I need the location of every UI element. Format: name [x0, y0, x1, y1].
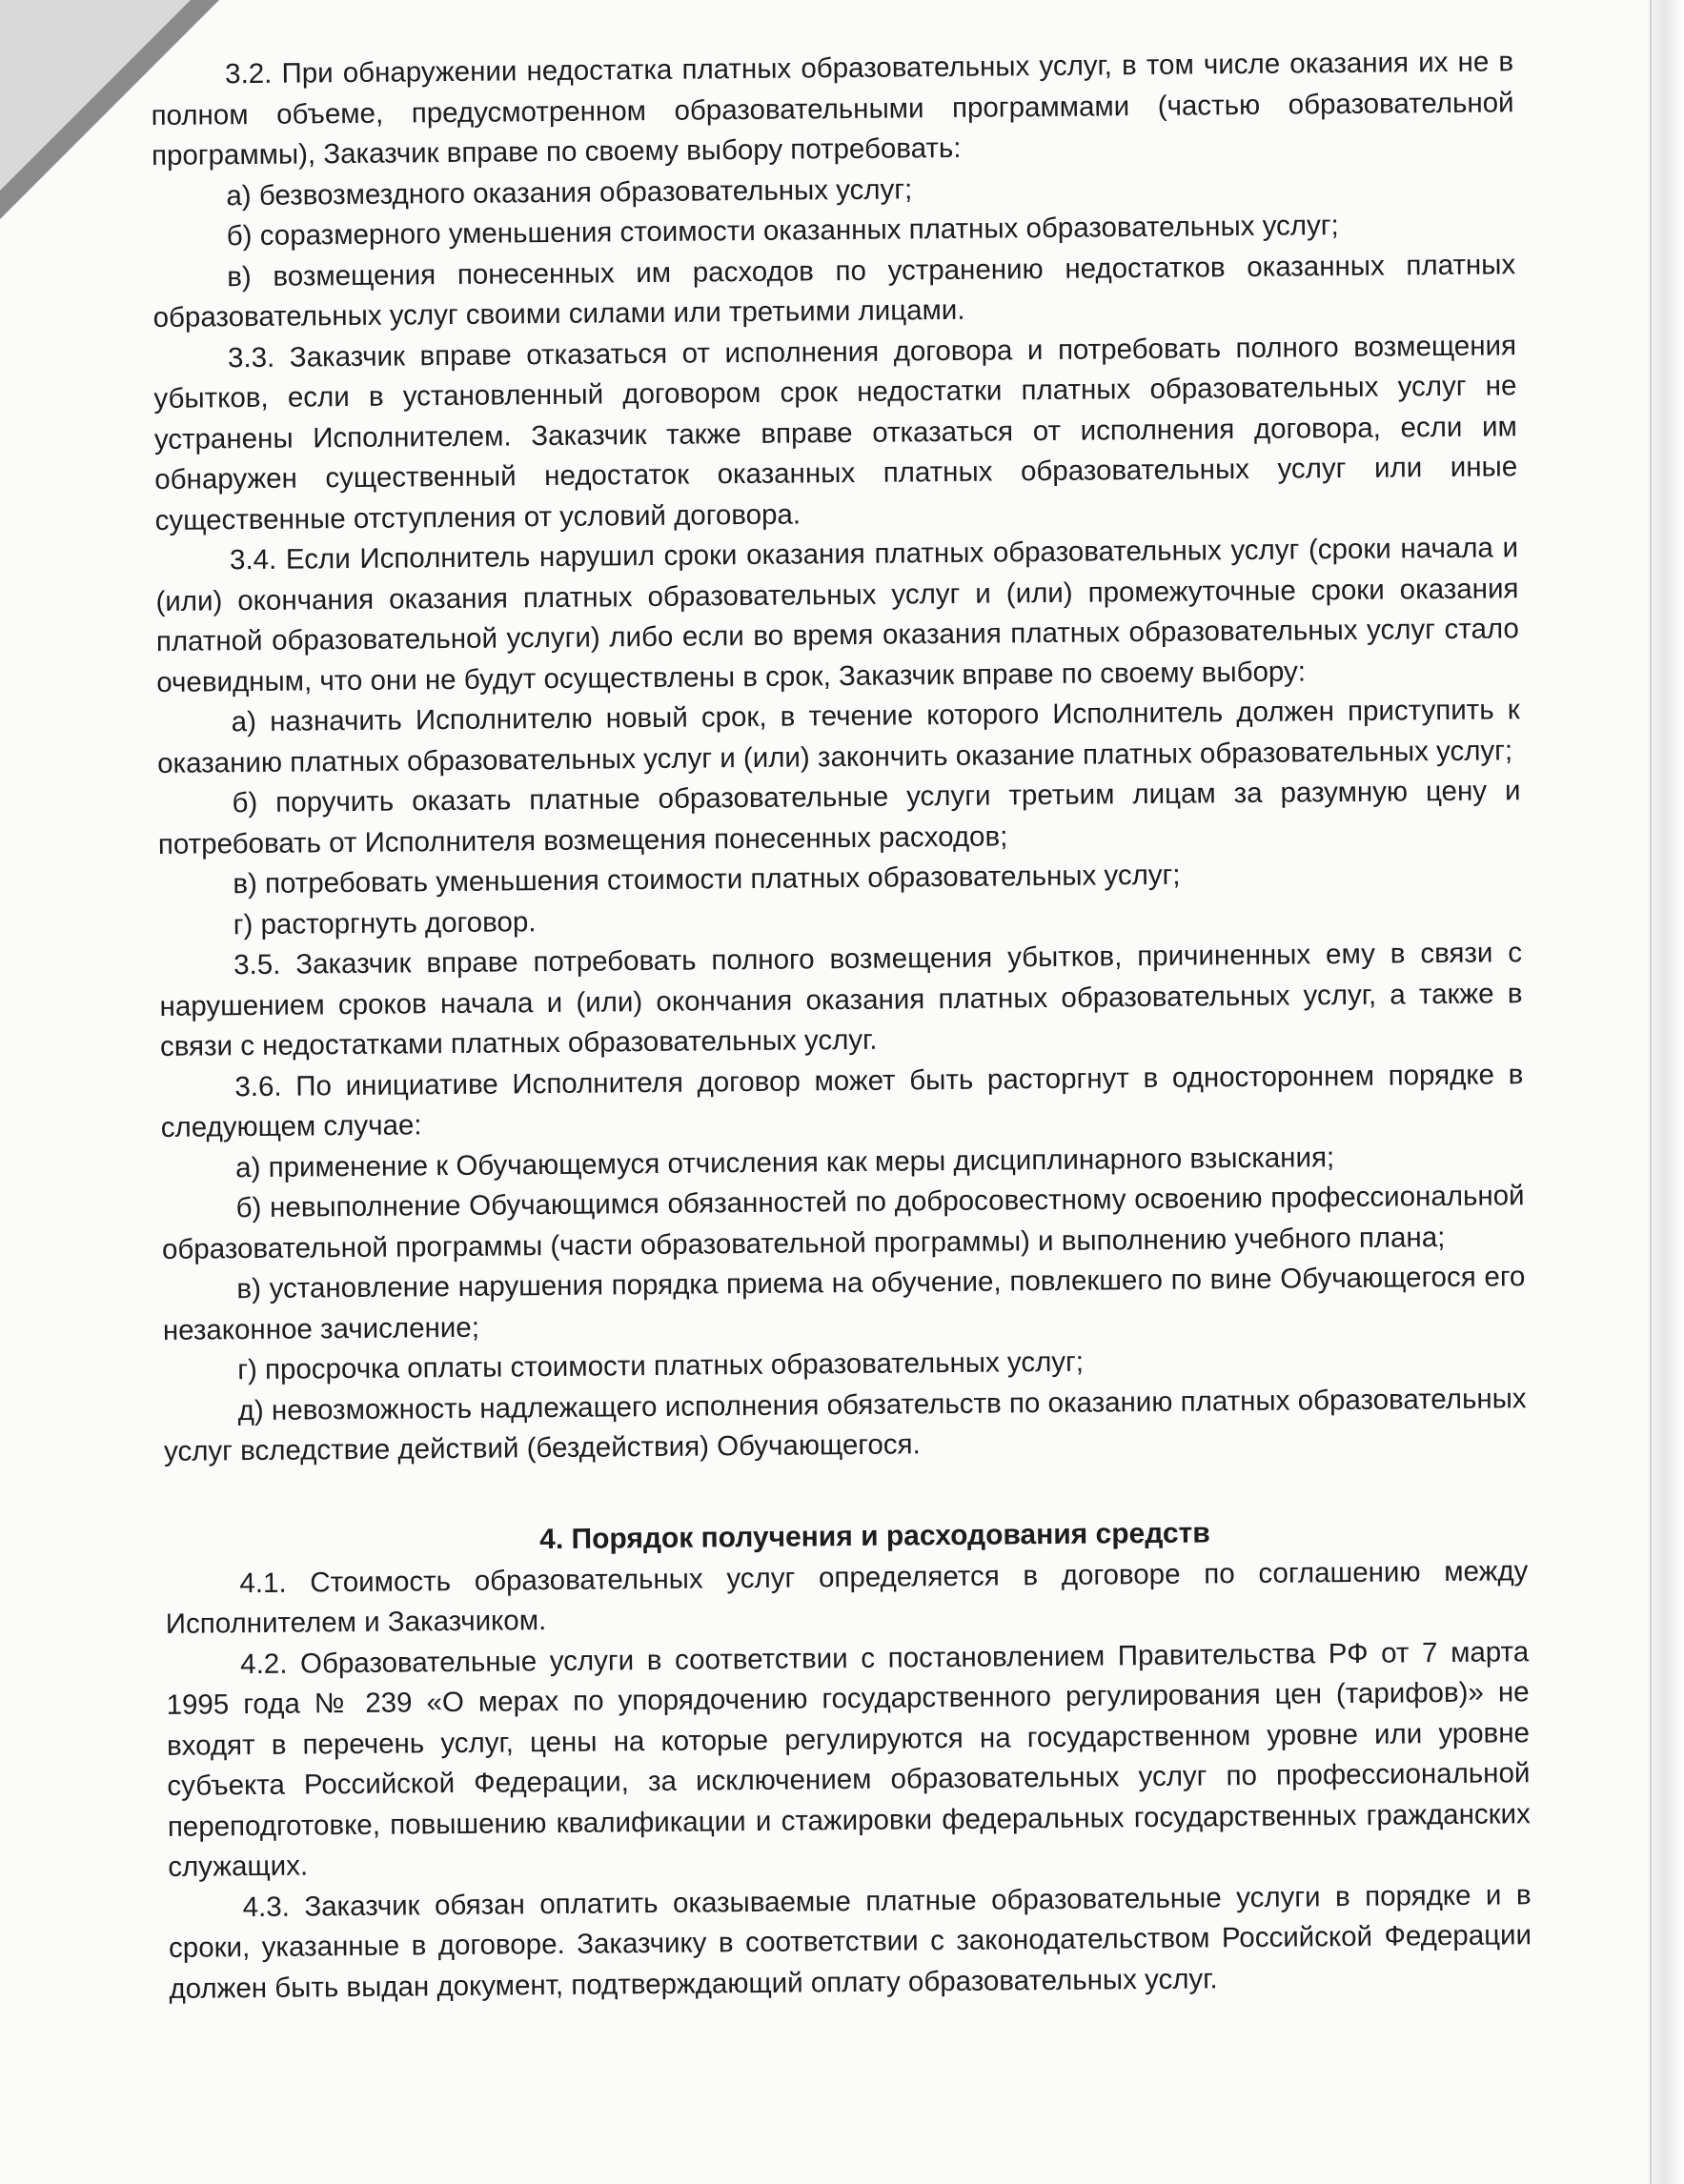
paragraph-3-4-a: а) назначить Исполнителю новый срок, в течение которого Исполнитель должен приступить к оказанию платных образовательных услуг и (или) закончить оказание платных образовательных услуг;	[156, 694, 1520, 779]
document-body	[151, 42, 1532, 2010]
paragraph-3-6-g: г) просрочка оплаты стоимости платных образовательных услуг;	[237, 1345, 1085, 1386]
page-edge-shadow	[1650, 0, 1684, 2184]
paragraph-4-3: 4.3. Заказчик обязан оплатить оказываемые платные образовательные услуги в порядке и в сроки, указанные в договоре. Заказчику в соответствии с законодательством Российской Федерации должен быть выдан документ, подтверждающий оплату образовательных услуг.	[168, 1878, 1532, 2005]
paragraph-4-1: 4.1. Стоимость образовательных услуг определяется в договоре по соглашению между Исполнителем и Заказчиком.	[165, 1554, 1529, 1640]
paragraph-3-5: 3.5. Заказчик вправе потребовать полного возмещения убытков, причиненных ему в связи с нарушением сроков начала и (или) окончания оказания платных образовательных услуг, а также в связи с недостатками платных образовательных услуг.	[159, 937, 1523, 1062]
paragraph-3-6-b: б) невыполнение Обучающимся обязанностей по добросовестному освоению профессиональной образовательной программы (части образовательной программы) и выполнению учебного плана;	[161, 1180, 1525, 1265]
paragraph-3-4: 3.4. Если Исполнитель нарушил сроки оказания платных образовательных услуг (сроки начала и (или) окончания оказания платных образовательных услуг и (или) промежуточные сроки оказания платной образовательной услуги) либо если во время оказания платных образовательных услуг стало очевидным, что они не будут осуществлены в срок, Заказчик вправе по своему выбору:	[155, 532, 1520, 698]
paragraph-3-2: 3.2. При обнаружении недостатка платных образовательных услуг, в том числе оказания их не в полном объеме, предусмотренном образовательными программами (частью образовательной программы), Заказчик вправе по своему выбору потребовать:	[151, 46, 1514, 172]
paragraph-3-4-v: в) потребовать уменьшения стоимости платных образовательных услуг;	[233, 859, 1181, 900]
paragraph-3-6-v: в) установление нарушения порядка приема на обучение, повлекшего по вине Обучающегося его незаконное зачисление;	[162, 1261, 1526, 1346]
paragraph-3-2-a: а) безвозмездного оказания образовательных услуг;	[226, 172, 913, 212]
paragraph-3-6-d: д) невозможность надлежащего исполнения обязательств по оказанию платных образовательных услуг вследствие действий (бездействия) Обучающегося.	[163, 1382, 1527, 1467]
paragraph-3-4-g: г) расторгнуть договор.	[233, 905, 537, 940]
paragraph-3-4-b: б) поручить оказать платные образовательные услуги третьим лицам за разумную цену и потребовать от Исполнителя возмещения понесенных расходов;	[157, 775, 1521, 860]
paragraph-3-2-v: в) возмещения понесенных им расходов по устранению недостатков оказанных платных образовательных услуг своими силами или третьими лицами.	[152, 248, 1516, 334]
paragraph-3-3: 3.3. Заказчик вправе отказаться от исполнения договора и потребовать полного возмещения убытков, если в установленный договором срок недостатки платных образовательных услуг не устранены Исполнителем. Заказчик также вправе отказаться от исполнения договора, если им обнаружен существенный недостаток оказанных платных образовательных услуг или иные существенные отступления от условий договора.	[153, 329, 1518, 536]
paragraph-3-6: 3.6. По инициативе Исполнителя договор может быть расторгнут в одностороннем порядке в следующем случае:	[160, 1058, 1524, 1143]
section-4-heading: 4. Порядок получения и расходования средств	[539, 1516, 1210, 1555]
paragraph-3-6-a: а) применение к Обучающемуся отчисления как меры дисциплинарного взыскания;	[235, 1141, 1335, 1183]
paragraph-4-2: 4.2. Образовательные услуги в соответствии с постановлением Правительства РФ от 7 марта 1995 года № 239 «О мерах по упорядочению государственного регулирования цен (тарифов)» не входят в перечень услуг, цены на которые регулируются на государственном уровне или уровне субъекта Российской Федерации, за исключением образовательных услуг по профессиональной переподготовке, повышению квалификации и стажировки федеральных государственных гражданских служащих.	[166, 1635, 1531, 1883]
paragraph-3-2-b: б) соразмерного уменьшения стоимости оказанных платных образовательных услуг;	[226, 210, 1339, 253]
